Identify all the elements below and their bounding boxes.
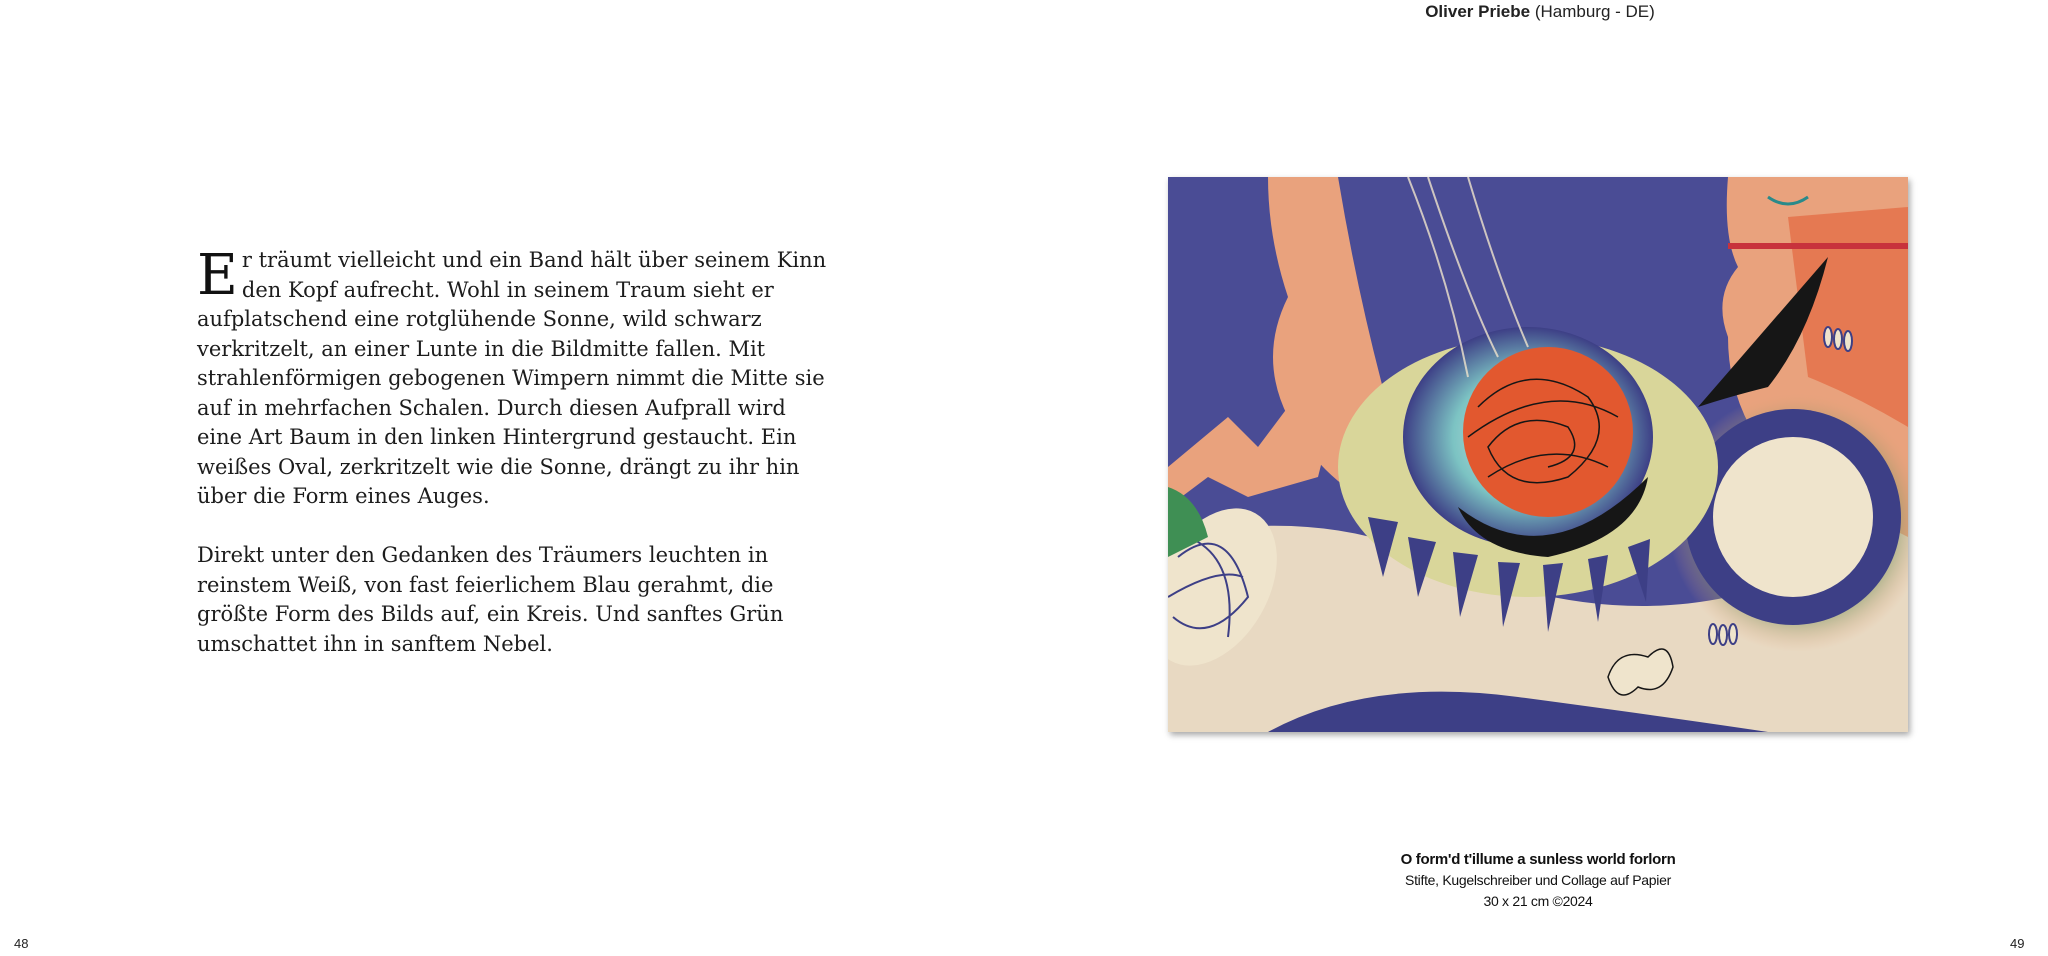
artwork-illustration xyxy=(1168,177,1908,732)
artwork-dimensions: 30 x 21 cm ©2024 xyxy=(1483,893,1593,909)
paragraph-2: Direkt unter den Gedanken des Träumers leuchten in reinstem Weiß, von fast feierlichem Blau gerahmt, die größte Form des Bilds auf, ein Kreis. Und sanftes Grün umschattet ihn in sanftem Nebel. xyxy=(197,543,784,656)
art-orange-sun xyxy=(1463,347,1633,517)
artwork-caption xyxy=(1338,849,1738,912)
page-number-left: 48 xyxy=(14,936,29,951)
artist-location: (Hamburg - DE) xyxy=(1534,2,1655,21)
artwork-medium: Stifte, Kugelschreiber und Collage auf Papier xyxy=(1405,872,1671,888)
art-red-band xyxy=(1728,243,1908,249)
artwork-title: O form'd t'illume a sunless world forlorn xyxy=(1400,851,1676,868)
page-number-right: 49 xyxy=(2010,936,2025,951)
paragraph-1 xyxy=(197,243,837,512)
drop-cap: E xyxy=(197,243,238,308)
body-text xyxy=(197,243,837,659)
artist-name: Oliver Priebe xyxy=(1425,2,1531,21)
paragraph-1-text: r träumt vielleicht und ein Band hält über seinem Kinn den Kopf aufrecht. Wohl in seinem Traum sieht er aufplatschend eine rotglühende Sonne, wild schwarz verkritzelt, an einer Lunte in die Bildmitte fallen. Mit strahlenförmigen gebogenen Wimpern nimmt die Mitte sie auf in mehrfachen Schalen. Durch diesen Aufprall wird eine Art Baum in den linken Hintergrund gestaucht. Ein weißes Oval, zerkritzelt wie die Sonne, drängt zu ihr hin über die Form eines Auges. xyxy=(197,248,827,508)
page-header xyxy=(1330,2,1750,22)
art-white-circle xyxy=(1713,437,1873,597)
artwork-image xyxy=(1168,177,1908,732)
